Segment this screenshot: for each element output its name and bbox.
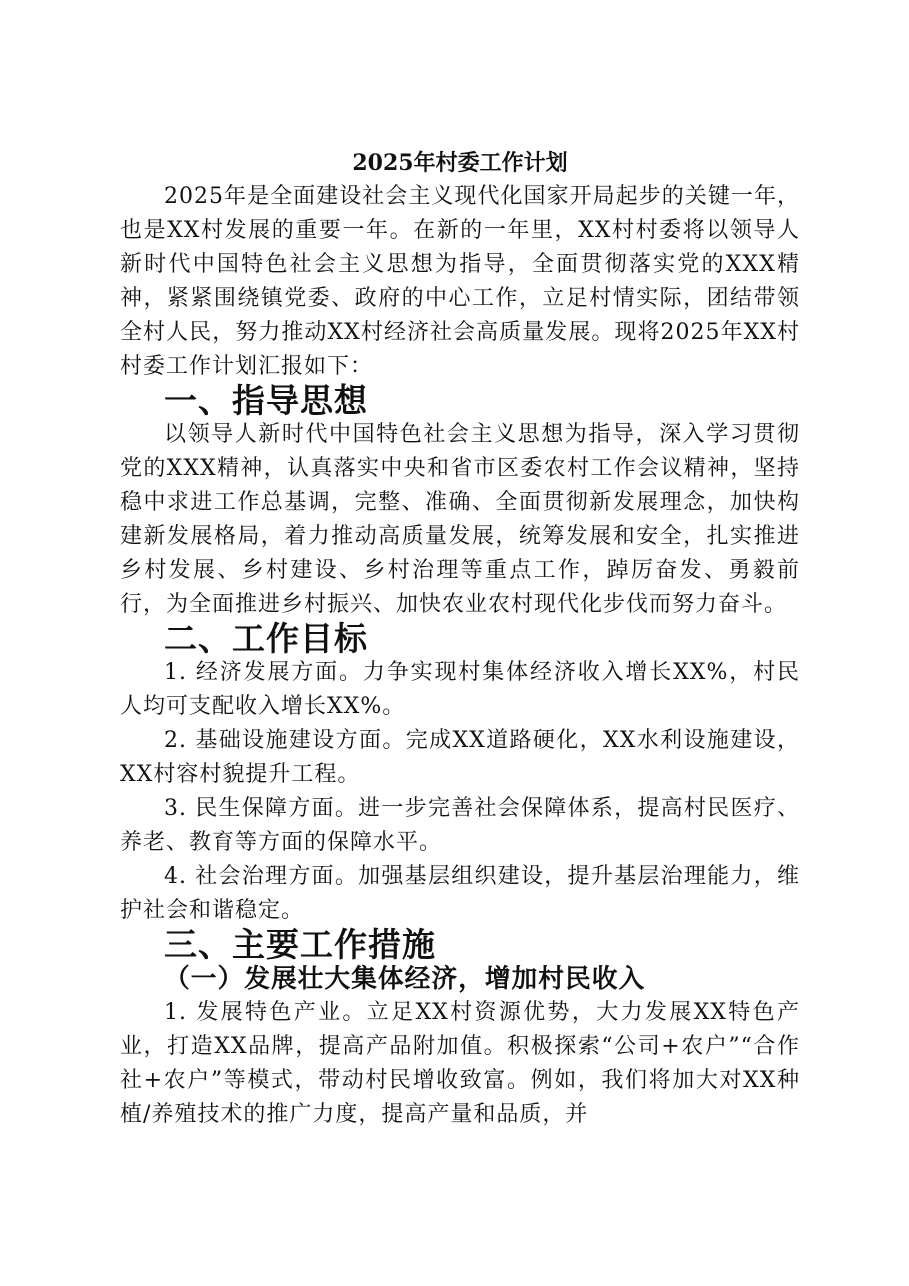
guiding-ideology-paragraph: 以领导人新时代中国特色社会主义思想为指导，深入学习贯彻党的XXX精神，认真落实中央和省市区委农村工作会议精神，坚持稳中求进工作总基调，完整、准确、全面贯彻新发展理念，加快构建新发展格局，着力推动高质量发展，统筹发展和安全，扎实推进乡村发展、乡村建设、乡村治理等重点工作，踔厉奋发、勇毅前行，为全面推进乡村振兴、加快农业农村现代化步伐而努力奋斗。 xyxy=(120,422,800,617)
section-heading-main-measures: 三、主要工作措施 xyxy=(164,925,436,964)
intro-paragraph: 2025年是全面建设社会主义现代化国家开局起步的关键一年，也是XX村发展的重要一年。在新的一年里，XX村村委将以领导人新时代中国特色社会主义思想为指导，全面贯彻落实党的XXX精神，紧紧围绕镇党委、政府的中心工作，立足村情实际，团结带领全村人民，努力推动XX村经济社会高质量发展。现将2025年XX村村委工作计划汇报如下： xyxy=(120,184,800,379)
subsection-heading-collective-economy: （一）发展壮大集体经济，增加村民收入 xyxy=(164,964,646,994)
goal-governance-paragraph: 4. 社会治理方面。加强基层组织建设，提升基层治理能力，维护社会和谐稳定。 xyxy=(120,864,800,923)
document-title: 2025年村委工作计划 xyxy=(352,150,568,176)
measure-special-industry-paragraph: 1. 发展特色产业。立足XX村资源优势，大力发展XX特色产业，打造XX品牌，提高产品附加值。积极探索“公司+农户”“合作社+农户”等模式，带动村民增收致富。例如，我们将加大对XX种植/养殖技术的推广力度，提高产量和品质，并 xyxy=(120,1000,800,1127)
goal-economic-paragraph: 1. 经济发展方面。力争实现村集体经济收入增长XX%，村民人均可支配收入增长XX%。 xyxy=(120,660,800,719)
goal-infrastructure-paragraph: 2. 基础设施建设方面。完成XX道路硬化，XX水利设施建设，XX村容村貌提升工程。 xyxy=(120,728,800,787)
section-heading-work-goals: 二、工作目标 xyxy=(164,619,368,658)
goal-livelihood-paragraph: 3. 民生保障方面。进一步完善社会保障体系，提高村民医疗、养老、教育等方面的保障水平。 xyxy=(120,796,800,855)
document-page xyxy=(120,146,800,1132)
section-heading-guiding-ideology: 一、指导思想 xyxy=(164,381,368,420)
